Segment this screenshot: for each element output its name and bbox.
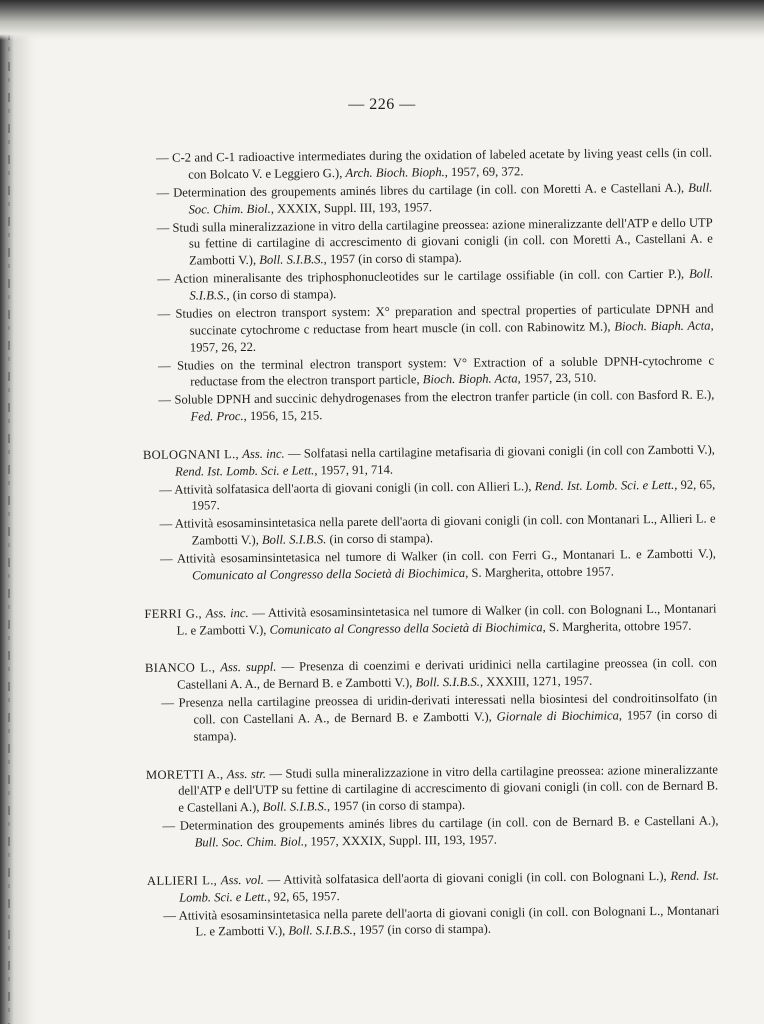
bibliography-entry: [160, 546, 716, 585]
journal-title: Comunicato al Congresso della Società di Biochimica: [192, 565, 466, 583]
page-number: — 226 —: [348, 96, 416, 113]
entry-text: — Attività solfatasica dell'aorta di giovani conigli (in coll. con Allieri L.),: [159, 478, 535, 497]
entry-text: — Attività esosaminsintetasica nel tumore di Walker (in coll. con Bolognani L., Montanari L. e Zambotti V.),: [176, 601, 717, 638]
entry-citation: , XXXIX, Suppl. III, 193, 1957.: [270, 199, 433, 216]
journal-title: Boll. S.I.B.S.: [288, 923, 353, 938]
journal-title: Giornale di Biochimica: [496, 708, 619, 724]
entry-text: — Determination des groupements aminés libres du cartilage (in coll. con de Bernard B. e Castellani A.),: [162, 813, 719, 833]
entry-text: — Presenza di coenzimi e derivati uridinici nella cartilagine preossea (in coll. con Castellani A. A., de Bernard B. e Zambotti V.),: [177, 655, 718, 692]
bibliography-entry: [158, 387, 714, 426]
author-group: [144, 600, 716, 639]
entry-citation: , 1957 (in corso di stampa).: [352, 921, 492, 938]
entry-text: — Studies on the terminal electron transport system: V° Extraction of a soluble DPNH-cytochrome c reductase from the electron transport particle,: [158, 352, 715, 389]
bibliography-entry: [157, 300, 713, 356]
author-group: [143, 441, 716, 584]
author-name: MORETTI A.,: [145, 766, 224, 782]
bibliography-entry: [146, 761, 718, 817]
entry-citation: , 1957, 91, 714.: [314, 462, 394, 478]
journal-title: Rend. Ist. Lomb. Sci. e Lett.: [534, 477, 675, 493]
author-role: Ass. vol.: [220, 872, 264, 888]
bibliography-entry: [144, 600, 716, 639]
bibliography-list: [140, 145, 720, 943]
entry-text: — Presenza nella cartilagine preossea di uridin-derivati interessati nella biosintesi del condroitinsolfato (in coll. con Castellani A. A., de Bernard B. e Zambotti V.),: [161, 690, 718, 727]
entry-citation: (in corso di stampa).: [326, 531, 434, 547]
journal-title: Bioch. Biaph. Acta: [614, 318, 711, 334]
journal-title: Fed. Proc.: [190, 409, 244, 424]
entry-citation: , 1957, 69, 372.: [444, 164, 524, 179]
journal-title: Boll. S.I.B.S.: [189, 266, 714, 303]
entry-text: — Soluble DPNH and succinic dehydrogenases from the electron tranfer particle (in coll. con Basford R. E.),: [158, 387, 715, 408]
author-role: Ass. suppl.: [220, 660, 277, 675]
bibliography-entry: [158, 352, 714, 391]
bibliography-entry: [143, 441, 715, 480]
journal-title: Boll. S.I.B.S.: [415, 674, 480, 690]
entry-citation: , 92, 65, 1957.: [191, 477, 716, 513]
author-role: Ass. inc.: [242, 446, 285, 461]
author-group: [145, 655, 718, 746]
bibliography-entry: [156, 179, 712, 218]
author-group: [146, 761, 719, 852]
author-name: BIANCO L.,: [144, 660, 216, 676]
bibliography-entry: [160, 511, 716, 550]
journal-title: Rend. Ist. Lomb. Sci. e Lett.: [179, 868, 720, 905]
bibliography-entry: [156, 145, 712, 184]
entry-text: — C-2 and C-1 radioactive intermediates during the oxidation of labeled acetate by living yeast cells (in coll. con Bolcato V. e Leggiero G.),: [156, 145, 713, 182]
entry-citation: , XXXIII, 1271, 1957.: [479, 673, 593, 689]
entry-citation: , (in corso di stampa).: [226, 287, 337, 303]
bibliography-entry: [161, 690, 717, 746]
entry-citation: , 1957, 23, 510.: [517, 370, 597, 386]
journal-title: Arch. Bioch. Bioph.: [345, 164, 445, 180]
entry-citation: , 1957, 26, 22.: [189, 318, 714, 355]
author-name: ALLIERI L.,: [146, 873, 218, 888]
journal-title: Comunicato al Congresso della Società di Biochimica: [269, 619, 543, 637]
entry-text: — Attività esosaminsintetasica nella parete dell'aorta di giovani conigli (in coll. con Montanari L., Allieri L. e Zambotti V.),: [159, 511, 716, 548]
author-role: Ass. str.: [226, 766, 267, 781]
bibliography-entry: [145, 655, 717, 694]
entry-citation: , S. Margherita, ottobre 1957.: [465, 564, 614, 580]
journal-title: Boll. S.I.B.S.: [262, 799, 328, 815]
entry-text: — Studi sulla mineralizzazione in vitro della cartilagine preossea: azione mineralizzante dell'ATP e dello UTP su fettine di cartilagine di accrescimento di giovani conigli (in coll. con Moretti A., Castellani A. e Zambotti V.),: [156, 215, 713, 268]
entry-citation: , 1957 (in corso di stampa).: [323, 251, 462, 267]
entry-citation: , 1956, 15, 215.: [243, 408, 323, 424]
entry-text: — Action mineralisante des triphosphonucleotides sur le cartilage ossifiable (in coll. con Cartier P.),: [157, 266, 690, 286]
journal-title: Boll. S.I.B.S.: [259, 252, 324, 268]
entry-text: — Studies on electron transport system: X° preparation and spectral properties of particulate DPNH and succinate cytochrome c reductase from heart muscle (in coll. con Rabinowitz M.),: [157, 301, 714, 338]
entry-citation: , 1957 (in corso di stampa).: [193, 707, 718, 744]
journal-title: Bull. Soc. Chim. Biol.: [194, 834, 305, 850]
entry-text: — Attività esosaminsintetasica nella parete dell'aorta di giovani conigli (in coll. con Bolognani L., Montanari L. e Zambotti V.),: [163, 903, 720, 939]
entry-text: — Determination des groupements aminés libres du cartilage (in coll. con Moretti A. e Castellani A.),: [156, 180, 689, 200]
entry-citation: , 1957, XXXIX, Suppl. III, 193, 1957.: [304, 832, 497, 849]
scan-binding-edge: [0, 0, 36, 1024]
bibliography-entry: [162, 813, 718, 852]
entry-citation: , 92, 65, 1957.: [267, 888, 340, 904]
entry-text: — Solfatasi nella cartilagine metafisaria di giovani conigli (in coll con Zambotti V.),: [284, 442, 715, 461]
bibliography-entry: [157, 266, 713, 305]
author-name: BOLOGNANI L.,: [142, 446, 240, 462]
journal-title: Boll. S.I.B.S.: [261, 532, 327, 548]
journal-title: Bull. Soc. Chim. Biol.: [188, 180, 713, 217]
journal-title: Bioch. Bioph. Acta: [422, 371, 518, 387]
continued-group: [140, 145, 715, 426]
bibliography-entry: [147, 867, 719, 906]
entry-text: — Studi sulla mineralizzazione in vitro della cartilagine preossea: azione mineralizzante dell'ATP e dell'UTP su fettine di cartilagine di accrescimento di giovani conigli (in coll. con de Bernard B. e Castellani A.),: [178, 762, 719, 815]
author-group: [147, 867, 720, 941]
bibliography-entry: [159, 476, 715, 515]
entry-citation: , S. Margherita, ottobre 1957.: [542, 618, 692, 634]
journal-title: Rend. Ist. Lomb. Sci. e Lett.: [175, 463, 315, 479]
scan-top-shadow: [0, 0, 764, 40]
entry-text: — Attività esosaminsintetasica nel tumore di Walker (in coll. con Ferri G., Montanari L. e Zambotti V.),: [159, 546, 716, 567]
entry-citation: , 1957 (in corso di stampa).: [326, 798, 466, 814]
author-name: FERRI G.,: [144, 606, 203, 621]
author-role: Ass. inc.: [205, 605, 249, 621]
entry-text: — Attività solfatasica dell'aorta di giovani conigli (in coll. con Bolognani L.),: [263, 868, 671, 887]
bibliography-entry: [157, 214, 713, 270]
bibliography-entry: [163, 902, 719, 941]
